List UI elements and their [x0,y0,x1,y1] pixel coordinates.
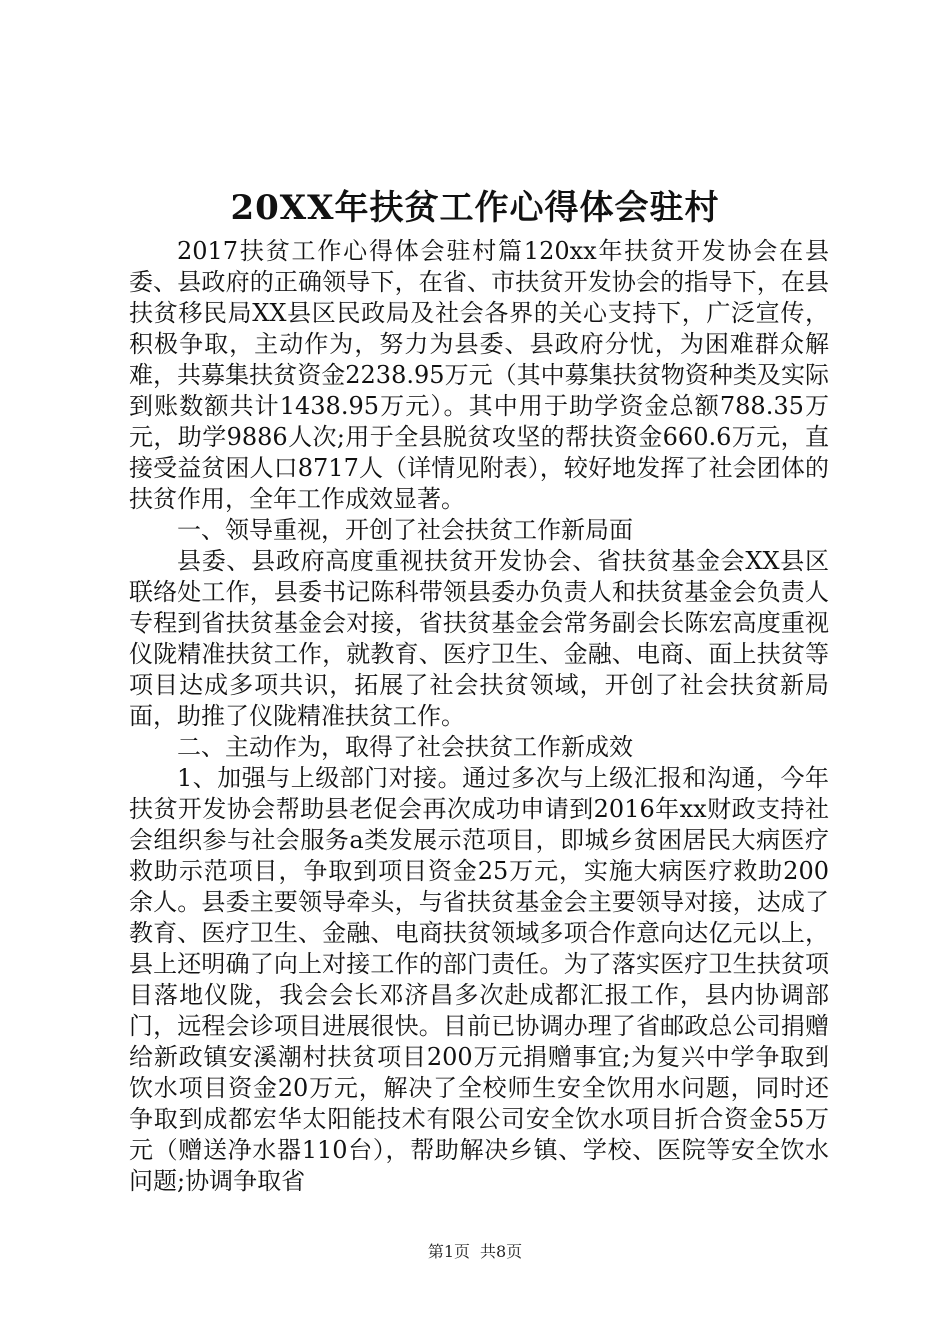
page-footer [0,1240,950,1264]
paragraph-section-1: 县委、县政府高度重视扶贫开发协会、省扶贫基金会XX县区联络处工作，县委书记陈科带领县委办负责人和扶贫基金会负责人专程到省扶贫基金会对接，省扶贫基金会常务副会长陈宏高度重视仪陇精准扶贫工作，就教育、医疗卫生、金融、电商、面上扶贫等项目达成多项共识，拓展了社会扶贫领域，开创了社会扶贫新局面，助推了仪陇精准扶贫工作。 [129,547,829,730]
document-body [129,236,829,1197]
document-title: 20XX年扶贫工作心得体会驻村 [230,188,720,228]
paragraph-intro: 2017扶贫工作心得体会驻村篇120xx年扶贫开发协会在县委、县政府的正确领导下，在省、市扶贫开发协会的指导下，在县扶贫移民局XX县区民政局及社会各界的关心支持下，广泛宣传，积极争取，主动作为，努力为县委、县政府分忧，为困难群众解难，共募集扶贫资金2238.95万元（其中募集扶贫物资种类及实际到账数额共计1438.95万元）。其中用于助学资金总额788.35万元，助学9886人次;用于全县脱贫攻坚的帮扶资金660.6万元，直接受益贫困人口8717人（详情见附表），较好地发挥了社会团体的扶贫作用，全年工作成效显著。 [129,237,829,513]
page-total: 共8页 [480,1242,523,1261]
paragraph-section-2-item-1: 1、加强与上级部门对接。通过多次与上级汇报和沟通，今年扶贫开发协会帮助县老促会再次成功申请到2016年xx财政支持社会组织参与社会服务a类发展示范项目，即城乡贫困居民大病医疗救助示范项目，争取到项目资金25万元，实施大病医疗救助200余人。县委主要领导牵头，与省扶贫基金会主要领导对接，达成了教育、医疗卫生、金融、电商扶贫领域多项合作意向达亿元以上，县上还明确了向上对接工作的部门责任。为了落实医疗卫生扶贫项目落地仪陇，我会会长邓济昌多次赴成都汇报工作，县内协调部门，远程会诊项目进展很快。目前已协调办理了省邮政总公司捐赠给新政镇安溪潮村扶贫项目200万元捐赠事宜;为复兴中学争取到饮水项目资金20万元，解决了全校师生安全饮用水问题，同时还争取到成都宏华太阳能技术有限公司安全饮水项目折合资金55万元（赠送净水器110台），帮助解决乡镇、学校、医院等安全饮水问题;协调争取省 [129,764,829,1195]
page-number: 第1页 [427,1242,470,1261]
section-heading-2: 二、主动作为，取得了社会扶贫工作新成效 [177,733,633,761]
section-heading-1: 一、领导重视，开创了社会扶贫工作新局面 [177,516,633,544]
